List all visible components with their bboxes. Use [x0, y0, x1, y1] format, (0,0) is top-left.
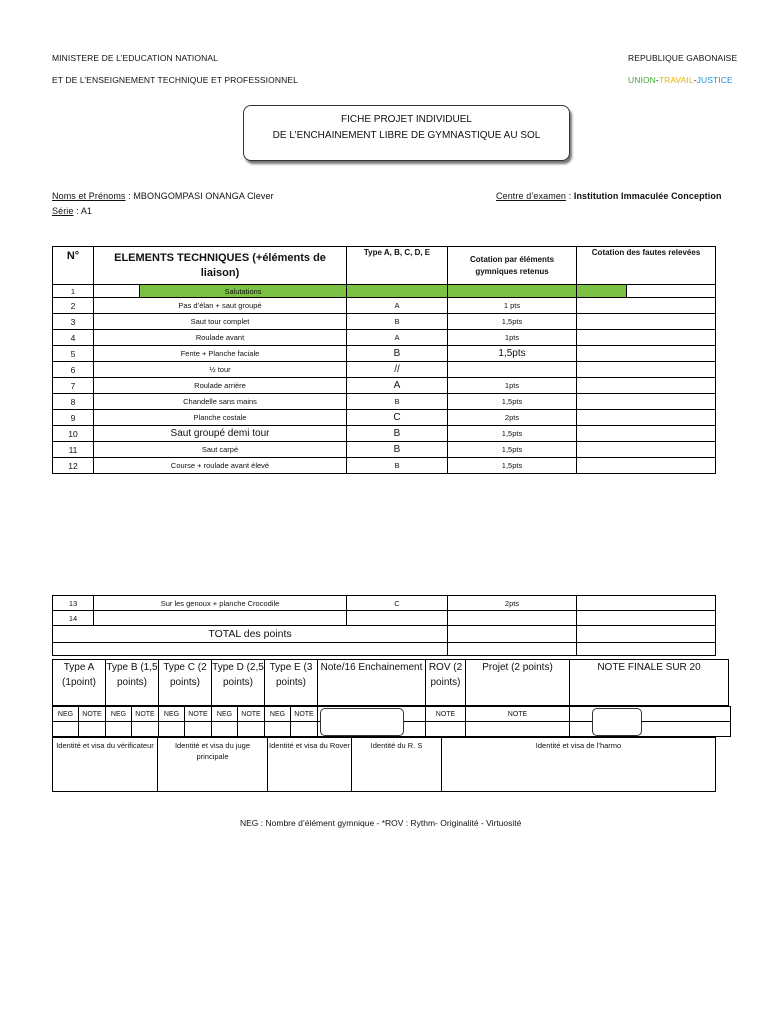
row-num: 11	[53, 442, 94, 458]
row-fautes	[577, 410, 716, 426]
row-fautes	[577, 346, 716, 362]
header-elements: ELEMENTS TECHNIQUES (+éléments de liaison)	[94, 247, 347, 285]
value-cell	[238, 722, 265, 737]
row-fautes	[577, 378, 716, 394]
type-a-header: Type A (1point)	[53, 660, 106, 706]
table-row	[53, 330, 716, 346]
row-num: 6	[53, 362, 94, 378]
neg-cell: NEG	[53, 707, 79, 722]
row-num: 12	[53, 458, 94, 474]
note-cell: NOTE	[291, 707, 318, 722]
table-row	[53, 378, 716, 394]
juge-signature[interactable]: Identité et visa du juge principale	[158, 738, 268, 792]
row-cotation: 1,5pts	[448, 314, 577, 330]
neg-cell: NEG	[212, 707, 238, 722]
total-label: TOTAL des points	[53, 626, 448, 643]
row-element: Saut carpé	[94, 442, 347, 458]
rov-header: ROV (2 points)	[426, 660, 466, 706]
centre-label: Centre d’examen	[496, 191, 567, 201]
row-type: B	[347, 346, 448, 362]
row-num: 2	[53, 298, 94, 314]
table-row	[53, 426, 716, 442]
type-d-header: Type D (2,5 points)	[212, 660, 265, 706]
value-cell	[79, 722, 106, 737]
row-element: Planche costale	[94, 410, 347, 426]
row-element: Roulade arrière	[94, 378, 347, 394]
row-type: A	[347, 298, 448, 314]
row-num: 3	[53, 314, 94, 330]
candidate-name	[52, 191, 274, 201]
value-cell	[426, 722, 466, 737]
value-cell	[132, 722, 159, 737]
spacer-row	[53, 643, 716, 656]
value-cell	[185, 722, 212, 737]
total-row	[53, 626, 716, 643]
row-element	[94, 611, 347, 626]
final-note-input-box[interactable]	[592, 708, 642, 736]
row-fautes	[577, 314, 716, 330]
header-num: N°	[53, 247, 94, 285]
table-row	[53, 346, 716, 362]
finale-header: NOTE FINALE SUR 20	[570, 660, 729, 706]
value-cell	[106, 722, 132, 737]
note-cell: NOTE	[185, 707, 212, 722]
row-type: B	[347, 458, 448, 474]
identity-row	[53, 738, 716, 792]
table-row	[53, 611, 716, 626]
total-fautes	[577, 626, 716, 643]
row-type: B	[347, 442, 448, 458]
row-fautes	[577, 394, 716, 410]
row-element: ½ tour	[94, 362, 347, 378]
spacer-cell	[448, 643, 577, 656]
title-line2: DE L’ENCHAINEMENT LIBRE DE GYMNASTIQUE AU SOL	[272, 130, 541, 141]
rov-note-cell: NOTE	[426, 707, 466, 722]
note16-input-box[interactable]	[320, 708, 404, 736]
note-cell: NOTE	[79, 707, 106, 722]
score-header-row	[53, 660, 729, 706]
row-type	[347, 285, 448, 298]
motto-travail: TRAVAIL	[658, 75, 694, 85]
row-blank-cell	[94, 285, 140, 298]
row-type: B	[347, 314, 448, 330]
row-cotation	[448, 611, 577, 626]
exam-centre	[496, 191, 722, 201]
note16-header: Note/16 Enchainement	[318, 660, 426, 706]
row-num: 4	[53, 330, 94, 346]
value-cell	[159, 722, 185, 737]
spacer-cell	[577, 643, 716, 656]
rover-signature[interactable]: Identité et visa du Rover	[268, 738, 352, 792]
identity-table	[52, 737, 716, 792]
name-value: : MBONGOMPASI ONANGA Clever	[125, 191, 274, 201]
row-fautes	[577, 330, 716, 346]
motto-separator: -	[693, 75, 697, 85]
total-value	[448, 626, 577, 643]
serie-value: : A1	[73, 206, 93, 216]
table-row	[53, 458, 716, 474]
row-cotation: 1,5pts	[448, 426, 577, 442]
row-fautes	[577, 458, 716, 474]
row-element: Chandelle sans mains	[94, 394, 347, 410]
national-motto	[628, 75, 733, 85]
row-cotation: 2pts	[448, 410, 577, 426]
row-element: Salutations	[140, 285, 347, 298]
elements-table	[52, 246, 716, 474]
row-cotation	[448, 285, 577, 298]
type-e-header: Type E (3 points)	[265, 660, 318, 706]
table-row	[53, 314, 716, 330]
row-fautes	[577, 298, 716, 314]
header-type: Type A, B, C, D, E	[347, 247, 448, 285]
projet-note-cell: NOTE	[466, 707, 570, 722]
value-cell	[291, 722, 318, 737]
score-table	[52, 659, 729, 706]
header-fautes: Cotation des fautes relevées	[577, 247, 716, 285]
candidate-serie	[52, 206, 92, 216]
verificateur-signature[interactable]: Identité et visa du vérificateur	[53, 738, 158, 792]
row-type: A	[347, 330, 448, 346]
motto-separator: -	[655, 75, 659, 85]
document-title-box	[243, 105, 570, 161]
ministry-line2: ET DE L’ENSEIGNEMENT TECHNIQUE ET PROFESSIONNEL	[52, 75, 298, 85]
rs-signature[interactable]: Identité du R. S	[352, 738, 442, 792]
row-type: B	[347, 426, 448, 442]
neg-cell: NEG	[159, 707, 185, 722]
table-row	[53, 362, 716, 378]
row-element: Saut groupé demi tour	[94, 426, 347, 442]
value-cell	[466, 722, 570, 737]
table-header-row	[53, 247, 716, 285]
row-num: 8	[53, 394, 94, 410]
row-fautes	[577, 285, 627, 298]
row-type: A	[347, 378, 448, 394]
value-cell	[212, 722, 238, 737]
row-num: 14	[53, 611, 94, 626]
table-row	[53, 298, 716, 314]
row-fautes	[577, 596, 716, 611]
type-c-header: Type C (2 points)	[159, 660, 212, 706]
motto-union: UNION	[628, 75, 656, 85]
table-row	[53, 596, 716, 611]
type-b-header: Type B (1,5 points)	[106, 660, 159, 706]
row-cotation: 2pts	[448, 596, 577, 611]
row-element: Roulade avant	[94, 330, 347, 346]
value-cell	[265, 722, 291, 737]
row-cotation	[448, 362, 577, 378]
row-type: C	[347, 596, 448, 611]
row-cotation: 1,5pts	[448, 394, 577, 410]
row-num: 9	[53, 410, 94, 426]
row-cotation: 1,5pts	[448, 346, 577, 362]
row-fautes	[577, 362, 716, 378]
harmo-signature[interactable]: Identité et visa de l’harmo	[442, 738, 716, 792]
row-cotation: 1 pts	[448, 298, 577, 314]
row-fautes	[577, 442, 716, 458]
note-cell: NOTE	[238, 707, 265, 722]
row-element: Saut tour complet	[94, 314, 347, 330]
table-row	[53, 394, 716, 410]
neg-cell: NEG	[265, 707, 291, 722]
row-num: 13	[53, 596, 94, 611]
row-cotation: 1pts	[448, 330, 577, 346]
table-row	[53, 410, 716, 426]
row-fautes	[577, 611, 716, 626]
row-type: C	[347, 410, 448, 426]
row-element: Course + roulade avant élevé	[94, 458, 347, 474]
footer-legend: NEG : Nombre d’élément gymnique - *ROV : Rythm- Originalité - Virtuosité	[240, 818, 522, 828]
title-line1: FICHE PROJET INDIVIDUEL	[341, 114, 472, 125]
row-cotation: 1pts	[448, 378, 577, 394]
row-type	[347, 611, 448, 626]
row-element: Sur les genoux + planche Crocodile	[94, 596, 347, 611]
motto-justice: JUSTICE	[696, 75, 733, 85]
centre-value: Institution Immaculée Conception	[573, 191, 722, 201]
value-cell	[53, 722, 79, 737]
table-row	[53, 285, 716, 298]
neg-cell: NEG	[106, 707, 132, 722]
spacer-cell	[53, 643, 448, 656]
note-cell: NOTE	[132, 707, 159, 722]
row-type: //	[347, 362, 448, 378]
row-num: 1	[53, 285, 94, 298]
elements-table-continued	[52, 595, 716, 656]
row-element: Pas d’élan + saut groupé	[94, 298, 347, 314]
row-type: B	[347, 394, 448, 410]
row-num: 7	[53, 378, 94, 394]
row-element: Fente + Planche faciale	[94, 346, 347, 362]
table-row	[53, 442, 716, 458]
projet-header: Projet (2 points)	[466, 660, 570, 706]
row-fautes	[577, 426, 716, 442]
centre-sep: :	[566, 191, 574, 201]
serie-label: Série	[52, 206, 74, 216]
row-fautes-extra	[627, 285, 716, 298]
row-num: 10	[53, 426, 94, 442]
name-label: Noms et Prénoms	[52, 191, 126, 201]
ministry-line1: MINISTERE DE L’EDUCATION NATIONAL	[52, 53, 218, 63]
row-num: 5	[53, 346, 94, 362]
republic-label: REPUBLIQUE GABONAISE	[628, 53, 738, 63]
row-cotation: 1,5pts	[448, 458, 577, 474]
row-cotation: 1,5pts	[448, 442, 577, 458]
header-cotation: Cotation par éléments gymniques retenus	[448, 247, 577, 285]
